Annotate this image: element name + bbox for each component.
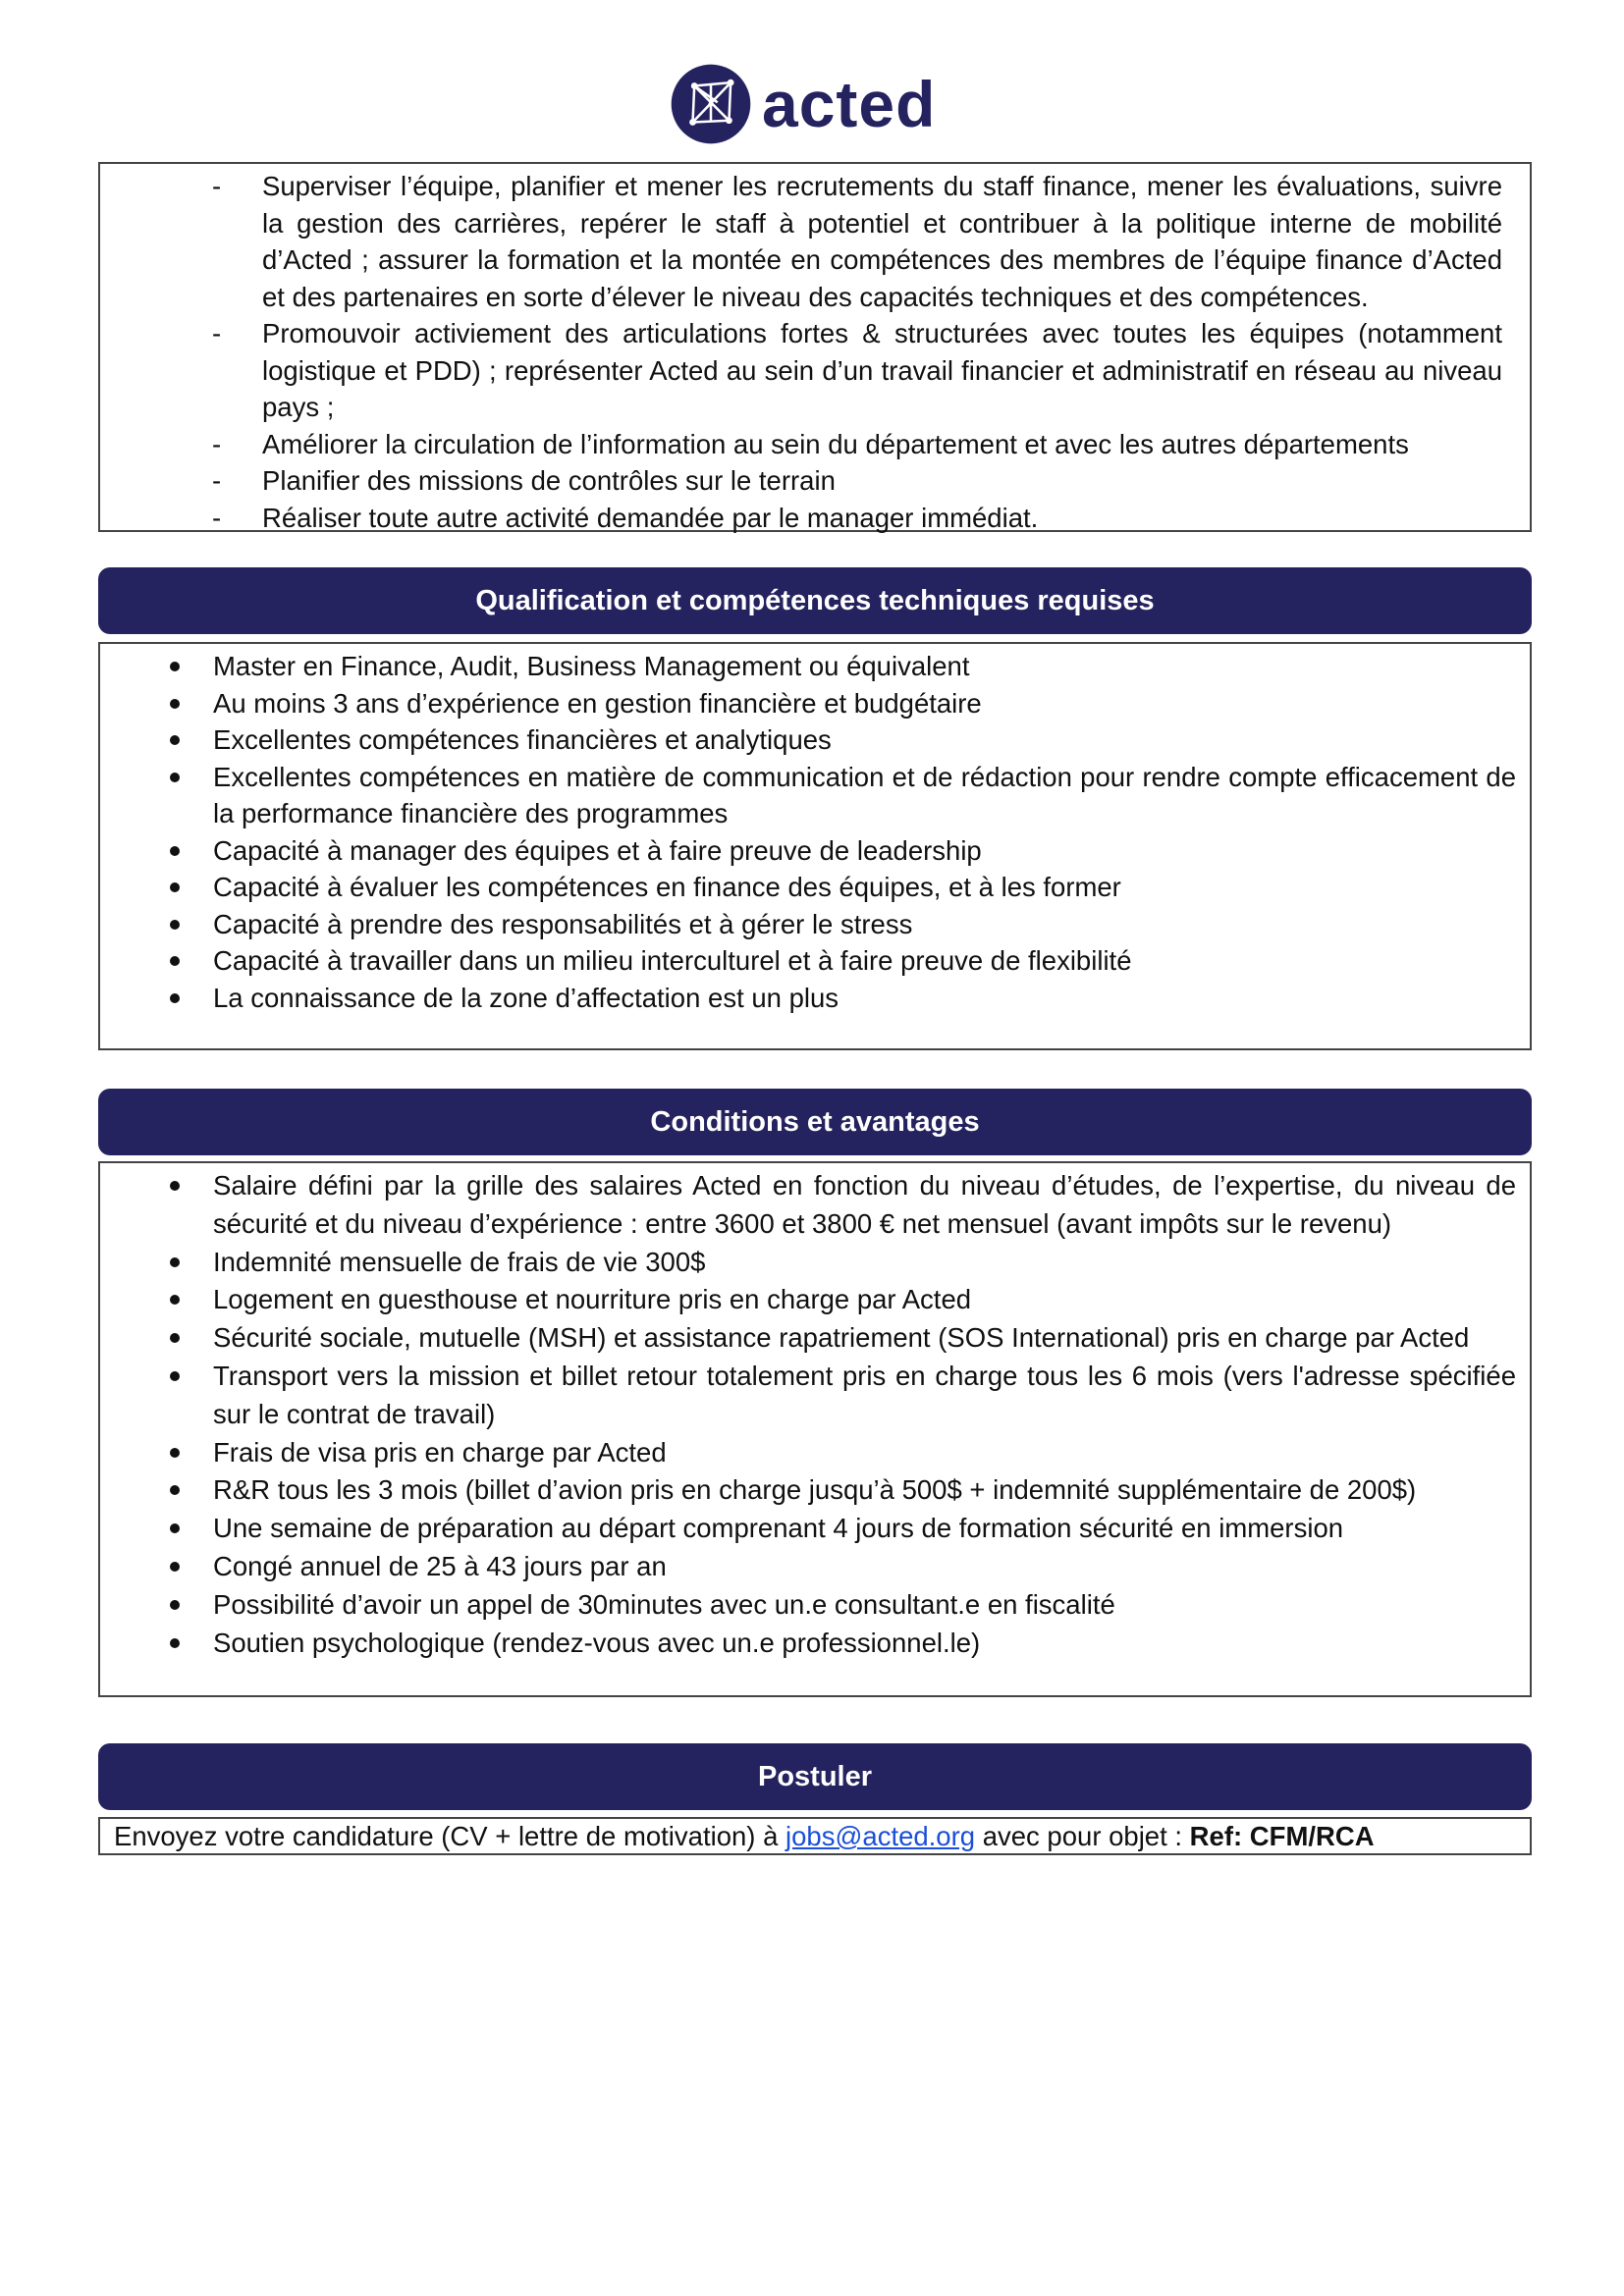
responsibility-item: - Réaliser toute autre activité demandée par le manager immédiat.	[100, 500, 1530, 537]
responsibility-item: - Améliorer la circulation de l’information au sein du département et avec les autres départements	[100, 426, 1530, 463]
acted-logo	[670, 61, 936, 147]
condition-item: Frais de visa pris en charge par Acted	[100, 1434, 1530, 1472]
responsibility-item: - Promouvoir activiement des articulations fortes & structurées avec toutes les équipes (notamment logistique et PDD) ; représenter Acted au sein d’un travail financier et administratif en réseau au niveau pays ;	[100, 315, 1530, 426]
apply-text: Envoyez votre candidature (CV + lettre de motivation) à	[114, 1821, 786, 1851]
responsibilities-box	[98, 162, 1532, 532]
qualification-item: La connaissance de la zone d’affectation est un plus	[100, 980, 1530, 1017]
conditions-header: Conditions et avantages	[98, 1089, 1532, 1155]
condition-item: Soutien psychologique (rendez-vous avec un.e professionnel.le)	[100, 1625, 1530, 1663]
qualification-item: Capacité à prendre des responsabilités et à gérer le stress	[100, 906, 1530, 943]
qualifications-box	[98, 642, 1532, 1050]
condition-item: Sécurité sociale, mutuelle (MSH) et assistance rapatriement (SOS International) pris en charge par Acted	[100, 1319, 1530, 1358]
qualification-item: Master en Finance, Audit, Business Management ou équivalent	[100, 648, 1530, 685]
qualifications-list	[100, 648, 1530, 1016]
condition-item: Salaire défini par la grille des salaires Acted en fonction du niveau d’études, de l’expertise, du niveau de sécurité et du niveau d’expérience : entre 3600 et 3800 € net mensuel (avant impôts sur le revenu)	[100, 1167, 1530, 1244]
qualification-item: Capacité à travailler dans un milieu interculturel et à faire preuve de flexibilité	[100, 942, 1530, 980]
qualification-item: Au moins 3 ans d’expérience en gestion financière et budgétaire	[100, 685, 1530, 722]
condition-item: Possibilité d’avoir un appel de 30minutes avec un.e consultant.e en fiscalité	[100, 1586, 1530, 1625]
condition-item: Indemnité mensuelle de frais de vie 300$	[100, 1244, 1530, 1282]
apply-object-text: avec pour objet :	[975, 1821, 1190, 1851]
acted-network-globe-icon	[670, 63, 752, 145]
brand-name: acted	[762, 68, 937, 140]
condition-item: Transport vers la mission et billet retour totalement pris en charge tous les 6 mois (vers l'adresse spécifiée sur le contrat de travail)	[100, 1358, 1530, 1434]
condition-item: Congé annuel de 25 à 43 jours par an	[100, 1548, 1530, 1586]
condition-item: Logement en guesthouse et nourriture pris en charge par Acted	[100, 1281, 1530, 1319]
qualification-item: Capacité à manager des équipes et à faire preuve de leadership	[100, 832, 1530, 870]
email-link[interactable]: jobs@acted.org	[785, 1821, 976, 1851]
qualification-item: Excellentes compétences financières et analytiques	[100, 721, 1530, 759]
qualifications-header: Qualification et compétences techniques requises	[98, 567, 1532, 634]
responsibility-item: - Superviser l’équipe, planifier et mener les recrutements du staff finance, mener les évaluations, suivre la gestion des carrières, repérer le staff à potentiel et contribuer à la politique interne de mobilité d’Acted ; assurer la formation et la montée en compétences des membres de l’équipe finance d’Acted et des partenaires en sorte d’élever le niveau des capacités techniques et des compétences.	[100, 168, 1530, 315]
qualification-item: Capacité à évaluer les compétences en finance des équipes, et à les former	[100, 869, 1530, 906]
reference-code: Ref: CFM/RCA	[1189, 1821, 1375, 1851]
qualification-item: Excellentes compétences en matière de communication et de rédaction pour rendre compte efficacement de la performance financière des programmes	[100, 759, 1530, 832]
conditions-list	[100, 1167, 1530, 1662]
conditions-box	[98, 1161, 1532, 1697]
condition-item: R&R tous les 3 mois (billet d’avion pris en charge jusqu’à 500$ + indemnité supplémentaire de 200$)	[100, 1471, 1530, 1510]
responsibility-item: - Planifier des missions de contrôles sur le terrain	[100, 462, 1530, 500]
responsibilities-list	[100, 168, 1530, 536]
condition-item: Une semaine de préparation au départ comprenant 4 jours de formation sécurité en immersion	[100, 1510, 1530, 1548]
apply-header: Postuler	[98, 1743, 1532, 1810]
apply-box	[98, 1817, 1532, 1855]
